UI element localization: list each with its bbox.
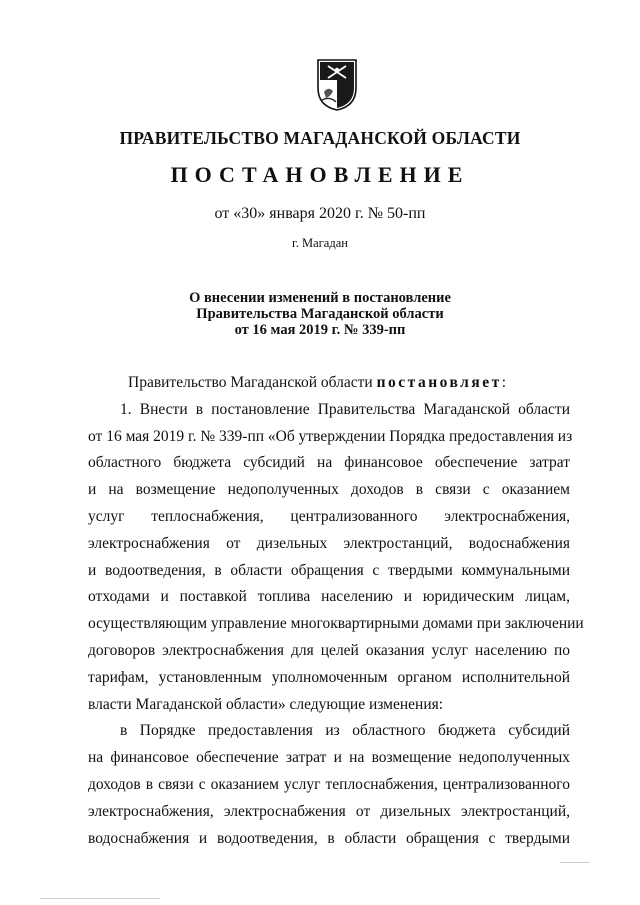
body-line: электроснабжения от дизельных электростанций, водоснабжения <box>88 534 570 552</box>
document-type: ПОСТАНОВЛЕНИЕ <box>170 162 470 187</box>
body-line: 1. Внести в постановление Правительства Магаданской области <box>120 400 570 418</box>
body-line: и водоотведения, в области обращения с твердыми коммунальными <box>88 561 570 579</box>
scan-artifact <box>560 862 590 863</box>
body-line: доходов в связи с оказанием услуг теплоснабжения, централизованного <box>88 775 570 793</box>
scan-artifact <box>40 898 160 899</box>
intro-verb: постановляет <box>376 374 502 391</box>
coat-of-arms-icon <box>316 58 358 112</box>
body-line: отходами и поставкой топлива населению и юридическим лицам, <box>88 588 570 606</box>
body-line: тарифам, установленным уполномоченным органом исполнительной <box>88 668 570 686</box>
body-line: областного бюджета субсидий на финансовое обеспечение затрат <box>88 454 570 472</box>
intro-paragraph <box>88 370 570 397</box>
city: г. Магадан <box>292 236 348 250</box>
document-subject <box>0 290 640 338</box>
subject-line: от 16 мая 2019 г. № 339-пп <box>234 322 406 338</box>
organization-name: ПРАВИТЕЛЬСТВО МАГАДАНСКОЙ ОБЛАСТИ <box>119 128 521 148</box>
body-line: осуществляющим управление многоквартирными домами при заключении <box>88 615 584 633</box>
body-line: электроснабжения, электроснабжения от дизельных электростанций, <box>88 802 570 820</box>
intro-colon: : <box>501 374 507 391</box>
body-line: водоснабжения и водоотведения, в области обращения с твердыми <box>88 829 570 847</box>
body-line: услуг теплоснабжения, централизованного электроснабжения, <box>88 507 570 525</box>
intro-text: Правительство Магаданской области <box>128 374 377 391</box>
body-line: договоров электроснабжения для целей оказания услуг населению по <box>88 641 570 659</box>
body-line: и на возмещение недополученных доходов в связи с оказанием <box>88 481 570 499</box>
body-line: в Порядке предоставления из областного бюджета субсидий <box>120 722 570 740</box>
body-line: от 16 мая 2019 г. № 339-пп «Об утверждении Порядка предоставления из <box>88 427 573 445</box>
subject-line: Правительства Магаданской области <box>196 306 444 322</box>
date-number: от «30» января 2020 г. № 50-пп <box>214 205 426 222</box>
body-line: власти Магаданской области» следующие изменения: <box>88 695 444 713</box>
subject-line: О внесении изменений в постановление <box>189 290 451 306</box>
body-line: на финансовое обеспечение затрат и на возмещение недополученных <box>88 749 570 767</box>
document-body <box>88 370 584 852</box>
